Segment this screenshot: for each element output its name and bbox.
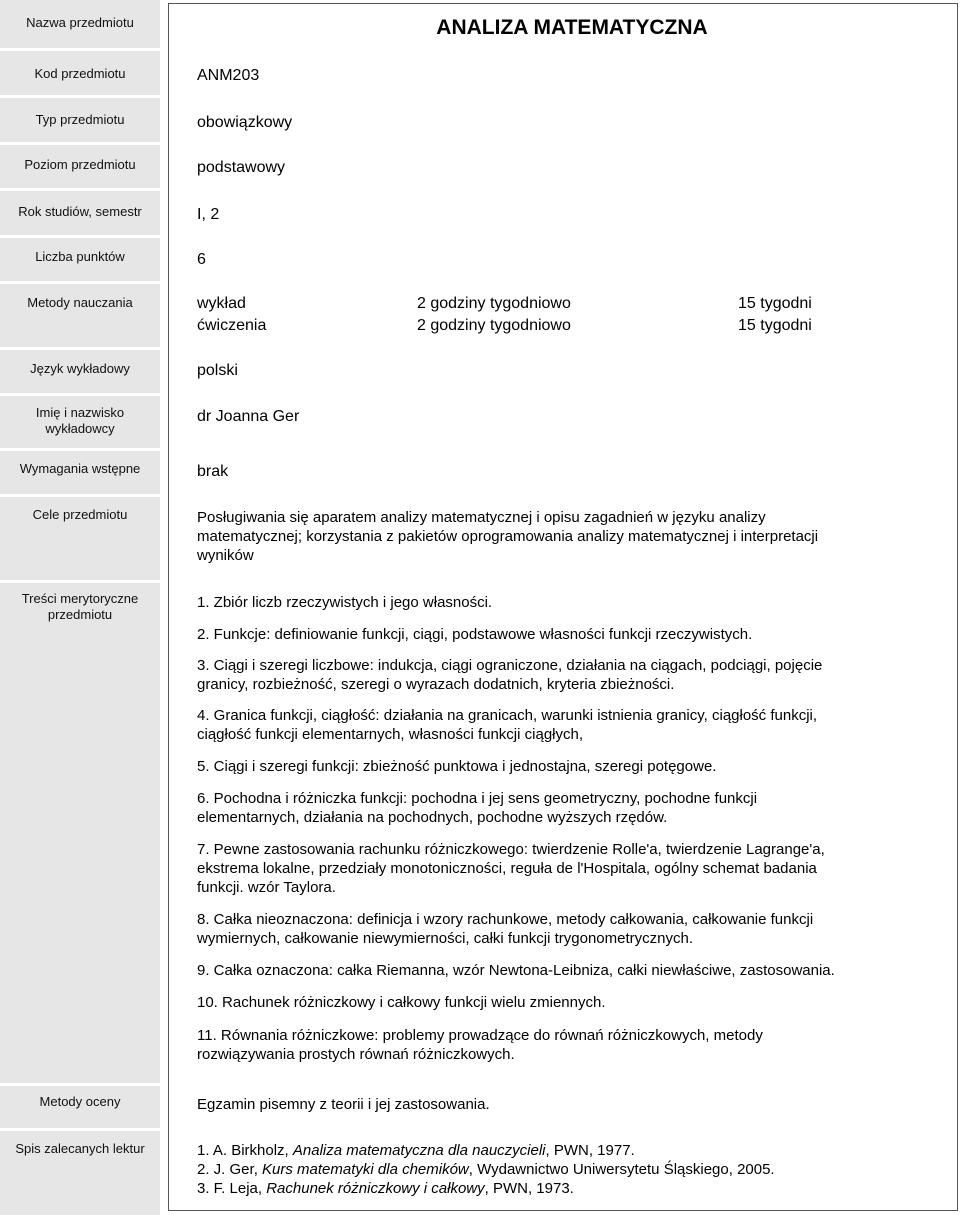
label-cele: Cele przedmiotu bbox=[32, 507, 128, 522]
label-nazwa: Nazwa przedmiotu bbox=[26, 15, 134, 30]
value-rok: I, 2 bbox=[197, 206, 220, 223]
value-cele bbox=[197, 508, 937, 565]
lektura-publisher: , PWN, 1977. bbox=[545, 1142, 635, 1159]
value-typ: obowiązkowy bbox=[197, 114, 293, 131]
cele-line: Posługiwania się aparatem analizy matematycznej i opisu zagadnień w języku analizy bbox=[197, 509, 766, 526]
lektura-publisher: , Wydawnictwo Uniwersytetu Śląskiego, 2005. bbox=[468, 1161, 775, 1178]
value-ocena: Egzamin pisemny z teorii i jej zastosowania. bbox=[197, 1096, 490, 1113]
tresci-item bbox=[197, 757, 937, 776]
tresci-item bbox=[197, 840, 937, 897]
lektura-author: 1. A. Birkholz, bbox=[197, 1142, 293, 1159]
value-wymagania: brak bbox=[197, 463, 229, 480]
lektury-list bbox=[197, 1141, 937, 1198]
metody-hours: 2 godziny tygodniowo bbox=[417, 317, 571, 334]
metody-hours: 2 godziny tygodniowo bbox=[417, 295, 571, 312]
label-tresci-line1: Treści merytoryczne bbox=[21, 591, 139, 606]
value-punkty: 6 bbox=[197, 251, 206, 268]
metody-form: wykład bbox=[197, 295, 246, 312]
lektura-author: 2. J. Ger, bbox=[197, 1161, 263, 1178]
tresci-item bbox=[197, 1026, 937, 1064]
value-kod: ANM203 bbox=[197, 67, 260, 84]
value-poziom: podstawowy bbox=[197, 159, 286, 176]
tresci-line: wymiernych, całkowanie niewymierności, całki funkcji trygonometrycznych. bbox=[197, 930, 694, 947]
tresci-item bbox=[197, 961, 937, 980]
tresci-line: funkcji. wzór Taylora. bbox=[197, 879, 336, 896]
tresci-item bbox=[197, 789, 937, 827]
tresci-line: 3. Ciągi i szeregi liczbowe: indukcja, ciągi ograniczone, działania na ciągach, podciągi, pojęcie bbox=[197, 657, 823, 674]
label-jezyk: Język wykładowy bbox=[30, 361, 130, 376]
label-tresci-line2: przedmiotu bbox=[47, 607, 113, 622]
tresci-item bbox=[197, 910, 937, 948]
label-punkty: Liczba punktów bbox=[35, 249, 125, 264]
cele-line: wyników bbox=[197, 547, 254, 564]
label-rok: Rok studiów, semestr bbox=[18, 204, 142, 219]
tresci-line: 7. Pewne zastosowania rachunku różniczkowego: twierdzenie Rolle'a, twierdzenie Lagrange'a, bbox=[197, 841, 825, 858]
tresci-line: 1. Zbiór liczb rzeczywistych i jego własności. bbox=[197, 594, 493, 611]
lektura-title: Analiza matematyczna dla nauczycieli bbox=[292, 1142, 546, 1159]
tresci-item bbox=[197, 706, 937, 744]
label-wykladowca-line2: wykładowcy bbox=[45, 421, 115, 436]
tresci-item bbox=[197, 993, 937, 1012]
value-wykladowca: dr Joanna Ger bbox=[197, 408, 300, 425]
lektura-publisher: , PWN, 1973. bbox=[484, 1180, 574, 1197]
lektura-title: Kurs matematyki dla chemików bbox=[262, 1161, 469, 1178]
tresci-line: 4. Granica funkcji, ciągłość: działania na granicach, warunki istnienia granicy, ciągłość funkcji, bbox=[197, 707, 818, 724]
lektura-item bbox=[197, 1179, 937, 1198]
tresci-line: 11. Równania różniczkowe: problemy prowadzące do równań różniczkowych, metody bbox=[197, 1027, 763, 1044]
label-kod: Kod przedmiotu bbox=[34, 66, 126, 81]
label-poziom: Poziom przedmiotu bbox=[24, 157, 136, 172]
value-jezyk: polski bbox=[197, 362, 238, 379]
tresci-line: granicy, rozbieżność, szeregi o wyrazach dodatnich, kryteria zbieżności. bbox=[197, 676, 675, 693]
tresci-line: 9. Całka oznaczona: całka Riemanna, wzór Newtona-Leibniza, całki niewłaściwe, zastosowania. bbox=[197, 962, 835, 979]
label-wykladowca-line1: Imię i nazwisko bbox=[35, 405, 125, 420]
tresci-line: ciągłość funkcji elementarnych, własności funkcji ciągłych, bbox=[197, 726, 584, 743]
lektura-item bbox=[197, 1141, 937, 1160]
lektura-author: 3. F. Leja, bbox=[197, 1180, 267, 1197]
tresci-item bbox=[197, 593, 937, 612]
tresci-item bbox=[197, 656, 937, 694]
label-typ: Typ przedmiotu bbox=[35, 112, 125, 127]
course-title: ANALIZA MATEMATYCZNA bbox=[436, 16, 708, 39]
tresci-line: elementarnych, działania na pochodnych, pochodne wyższych rzędów. bbox=[197, 809, 668, 826]
tresci-line: ekstrema lokalne, przedziały monotoniczności, reguła de l'Hospitala, ogólny schemat badania bbox=[197, 860, 817, 877]
label-ocena: Metody oceny bbox=[39, 1094, 121, 1109]
label-wymagania: Wymagania wstępne bbox=[19, 461, 141, 476]
lektura-title: Rachunek różniczkowy i całkowy bbox=[266, 1180, 485, 1197]
tresci-line: 5. Ciągi i szeregi funkcji: zbieżność punktowa i jednostajna, szeregi potęgowe. bbox=[197, 758, 717, 775]
metody-weeks: 15 tygodni bbox=[738, 295, 812, 312]
tresci-list bbox=[197, 593, 937, 1064]
label-wykladowca bbox=[2, 405, 158, 437]
tresci-item bbox=[197, 625, 937, 644]
tresci-line: rozwiązywania prostych równań różniczkowych. bbox=[197, 1046, 515, 1063]
lektura-item bbox=[197, 1160, 937, 1179]
tresci-line: 10. Rachunek różniczkowy i całkowy funkcji wielu zmiennych. bbox=[197, 994, 606, 1011]
label-tresci bbox=[2, 591, 158, 623]
metody-weeks: 15 tygodni bbox=[738, 317, 812, 334]
label-lektury: Spis zalecanych lektur bbox=[15, 1141, 145, 1156]
label-metody-nauczania: Metody nauczania bbox=[27, 295, 133, 310]
tresci-line: 8. Całka nieoznaczona: definicja i wzory rachunkowe, metody całkowania, całkowanie funkcji bbox=[197, 911, 814, 928]
tresci-line: 6. Pochodna i różniczka funkcji: pochodna i jej sens geometryczny, pochodne funkcji bbox=[197, 790, 758, 807]
metody-form: ćwiczenia bbox=[197, 317, 267, 334]
cele-line: matematycznej; korzystania z pakietów oprogramowania analizy matematycznej i interpretacji bbox=[197, 528, 819, 545]
tresci-line: 2. Funkcje: definiowanie funkcji, ciągi, podstawowe własności funkcji rzeczywistych. bbox=[197, 626, 753, 643]
